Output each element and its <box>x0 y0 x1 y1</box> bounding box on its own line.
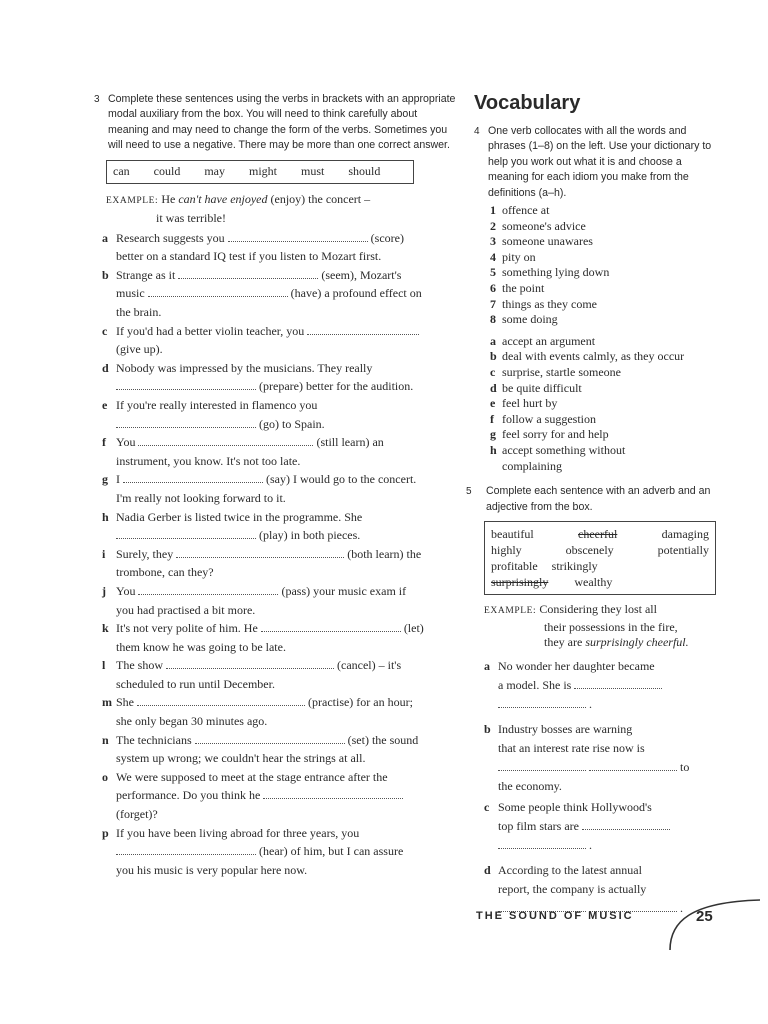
list-item: g feel sorry for and help <box>490 427 609 442</box>
sentence-o: o We were supposed to meet at the stage entrance after the performance. Do you think he (forget)? <box>94 768 456 824</box>
list-item: c surprise, startle someone <box>490 364 621 379</box>
example-label: EXAMPLE: <box>106 195 159 206</box>
page-number: 25 <box>696 908 713 925</box>
sentence-k: k It's not very polite of him. He (let) them know he was going to be late. <box>102 621 424 654</box>
exercise-number: 3 <box>94 94 100 105</box>
sentence-f: f You (still learn) an instrument, you know. It's not too late. <box>102 435 384 468</box>
list-item: 1 offence at <box>490 203 550 218</box>
exercise-3-instruction: 3 Complete these sentences using the verbs in brackets with an appropriate modal auxiliary from the box. You will need to think carefully about meaning and may need to change the form of the verbs. Sometimes you will need to use a negative. There may be more than one correct answer. <box>94 93 456 152</box>
definition-list <box>474 334 720 474</box>
list-item: b deal with events calmly, as they occur <box>490 349 685 364</box>
answer-blank[interactable] <box>574 678 662 689</box>
list-item: 5 something lying down <box>490 265 610 280</box>
answer-blank[interactable] <box>178 268 318 279</box>
exercise-3 <box>94 92 456 879</box>
exercise-4-instruction: 4 One verb collocates with all the words and phrases (1–8) on the left. Use your dictionary to help you work out what it is and choose a meaning for each idiom you make from the definitions (a–h). <box>474 125 712 199</box>
sentence-l: l The show (cancel) – it's scheduled to run until December. <box>102 658 402 691</box>
exercise-5-instruction: 5 Complete each sentence with an adverb and an adjective from the box. <box>466 485 711 513</box>
sentence-n: n The technicians (set) the sound system up wrong; we couldn't hear the strings at all. <box>102 732 419 766</box>
answer-blank[interactable] <box>116 528 256 539</box>
sentence-h: h Nadia Gerber is listed twice in the programme. She (play) in both pieces. <box>102 509 363 543</box>
answer-blank[interactable] <box>116 844 256 855</box>
section-title: Vocabulary <box>474 92 581 114</box>
box-word: might <box>249 164 278 179</box>
list-item: 8 some doing <box>490 312 558 327</box>
answer-blank[interactable] <box>166 658 334 669</box>
sentence-d: d According to the latest annual report, the company is actually . <box>484 862 683 915</box>
list-item: 4 pity on <box>490 249 536 264</box>
example: EXAMPLE: Considering they lost all their possessions in the fire, they are surprisingly cheerful. <box>484 601 689 650</box>
answer-blank[interactable] <box>195 733 345 744</box>
sentence-c: c If you'd had a better violin teacher, you (give up). <box>94 322 456 359</box>
answer-blank[interactable] <box>138 584 278 595</box>
sentence-d: d Nobody was impressed by the musicians. They really (prepare) better for the audition. <box>102 360 414 394</box>
sentence-m: m She (practise) for an hour; she only began 30 minutes ago. <box>102 695 413 729</box>
sentence-g: g I (say) I would go to the concert. I'm really not looking forward to it. <box>102 472 417 505</box>
answer-blank[interactable] <box>498 697 586 708</box>
list-item: h accept something without complaining <box>490 442 626 473</box>
phrase-list <box>474 203 720 328</box>
answer-blank[interactable] <box>116 417 256 428</box>
list-item: a accept an argument <box>490 333 596 348</box>
answer-blank[interactable] <box>582 819 670 830</box>
sentence-e: e If you're really interested in flamenco you (go) to Spain. <box>102 397 325 431</box>
sentence-j: j You (pass) your music exam if you had practised a bit more. <box>102 583 407 617</box>
answer-blank[interactable] <box>228 231 368 242</box>
answer-blank[interactable] <box>307 324 419 335</box>
sentence-b: b Strange as it (seem), Mozart's music (have) a profound effect on the brain. <box>102 267 422 319</box>
sentence-p: p If you have been living abroad for three years, you (hear) of him, but I can assure you his music is very popular here now. <box>102 825 404 877</box>
vocabulary-section <box>466 92 720 918</box>
answer-blank[interactable] <box>261 621 401 632</box>
box-word: could <box>153 164 181 179</box>
answer-blank[interactable] <box>589 760 677 771</box>
answer-blank[interactable] <box>176 547 344 558</box>
list-item: 6 the point <box>490 281 545 295</box>
list-item: e feel hurt by <box>490 396 558 411</box>
example: EXAMPLE: He can't have enjoyed (enjoy) the concert – it was terrible! <box>106 191 371 225</box>
answer-blank[interactable] <box>498 838 586 849</box>
running-footer: THE SOUND OF MUSIC <box>476 910 634 922</box>
sentence-a: a No wonder her daughter became a model. She is . <box>474 657 720 714</box>
list-item: d be quite difficult <box>490 380 582 395</box>
box-word: must <box>301 164 325 179</box>
answer-blank[interactable] <box>123 472 263 483</box>
box-word: should <box>348 164 381 179</box>
sentence-a: a Research suggests you (score) better on a standard IQ test if you listen to Mozart first. <box>102 230 404 264</box>
modal-word-box <box>106 160 414 184</box>
box-word: can <box>113 164 130 179</box>
answer-blank[interactable] <box>263 788 403 799</box>
sentence-b: b Industry bosses are warning that an interest rate rise now is to the economy. <box>484 721 690 793</box>
list-item: f follow a suggestion <box>490 411 596 426</box>
sentence-i: i Surely, they (both learn) the trombone, can they? <box>102 546 422 580</box>
answer-blank[interactable] <box>116 379 256 390</box>
answer-blank[interactable] <box>137 695 305 706</box>
box-word: may <box>204 164 225 179</box>
list-item: 7 things as they come <box>490 296 597 311</box>
answer-blank[interactable] <box>148 286 288 297</box>
adverb-adjective-box: beautiful cheerful damaging highly obscenely potentially profitable strikingly surprisingly wealthy <box>484 521 716 595</box>
list-item: 3 someone unawares <box>490 234 593 249</box>
sentence-c: c Some people think Hollywood's top film stars are . <box>474 798 720 855</box>
list-item: 2 someone's advice <box>490 218 586 233</box>
answer-blank[interactable] <box>138 435 313 446</box>
answer-blank[interactable] <box>498 760 586 771</box>
